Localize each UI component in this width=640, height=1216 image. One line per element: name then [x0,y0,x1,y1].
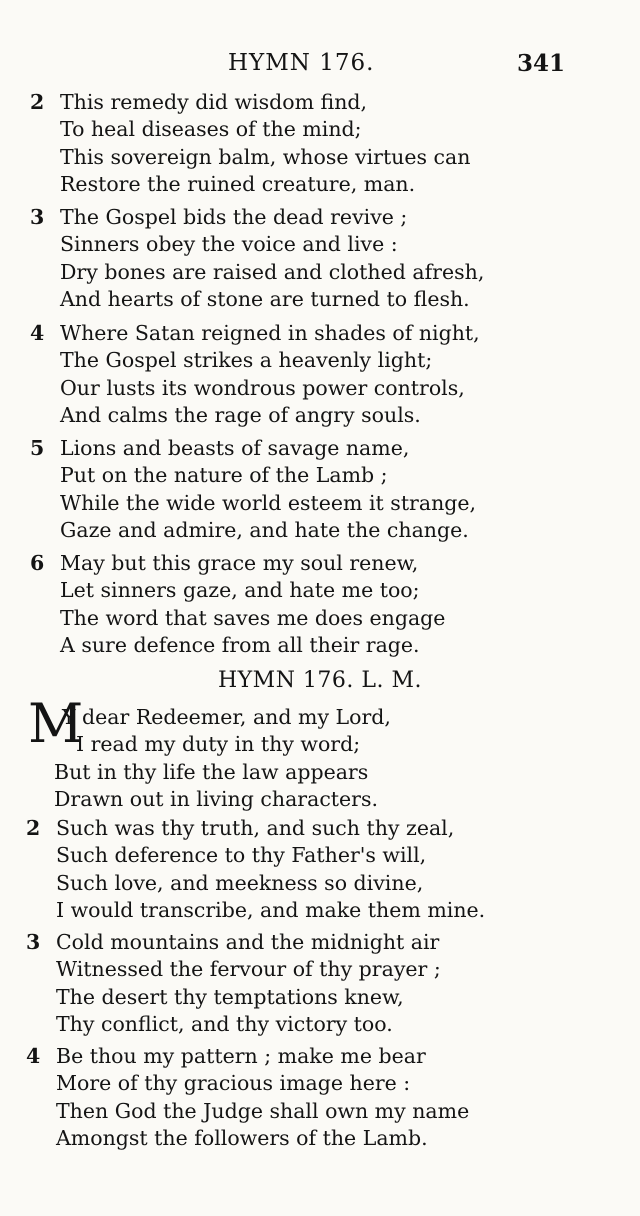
verse-line: Restore the ruined creature, man. [60,171,416,196]
hymn-a-verse-2 [30,89,630,198]
hymn-b-verse-1 [56,704,616,813]
verse-number: 3 [26,930,41,954]
verse-number: 4 [30,321,45,345]
hymn-a-verse-3 [30,204,630,313]
drop-cap: M [28,692,84,755]
verse-line: This remedy did wisdom find, [60,90,368,114]
verse-line: Y dear Redeemer, and my Lord, [62,705,391,729]
verse-line: But in thy life the law appears [54,759,369,784]
verse-number: 5 [30,436,45,460]
verse-line: Amongst the followers of the Lamb. [56,1125,428,1150]
verse-line: Drawn out in living characters. [54,786,379,811]
verse-line: The desert thy temptations knew, [56,984,404,1009]
verse-number: 2 [26,816,41,840]
verse-line: I read my duty in thy word; [76,732,361,757]
verse-line: Lions and beasts of savage name, [60,436,410,460]
verse-line: Gaze and admire, and hate the change. [60,517,469,542]
verse-number: 2 [30,90,45,114]
verse-line: May but this grace my soul renew, [60,551,419,575]
page-number: 341 [517,50,566,77]
verse-line: Our lusts its wondrous power controls, [60,375,465,400]
verse-line: And calms the rage of angry souls. [60,402,421,427]
verse-line: The Gospel bids the dead revive ; [60,205,408,229]
verse-line: To heal diseases of the mind; [60,117,362,142]
verse-line: This sovereign balm, whose virtues can [60,144,471,169]
verse-number: 4 [26,1044,41,1068]
verse-line: Witnessed the fervour of thy prayer ; [56,957,441,982]
hymn-a-verse-4 [30,320,630,429]
verse-line: While the wide world esteem it strange, [60,490,477,515]
running-title: HYMN 176. [228,50,375,76]
verse-number: 3 [30,205,45,229]
hymn-b-verse-4 [26,1043,626,1152]
verse-line: Put on the nature of the Lamb ; [60,463,388,488]
verse-line: Where Satan reigned in shades of night, [60,321,480,345]
hymn-heading: HYMN 176. L. M. [217,668,423,693]
verse-line: Such was thy truth, and such thy zeal, [56,816,455,840]
verse-line: Such deference to thy Father's will, [56,843,427,868]
verse-line: Be thou my pattern ; make me bear [56,1044,426,1068]
verse-line: Let sinners gaze, and hate me too; [60,578,420,603]
hymn-b-verse-3 [26,929,626,1038]
hymn-a-verse-5 [30,435,630,544]
verse-line: Dry bones are raised and clothed afresh, [60,259,485,284]
verse-line: A sure defence from all their rage. [60,632,420,657]
verse-line: The Gospel strikes a heavenly light; [60,348,433,373]
verse-line: More of thy gracious image here : [56,1071,411,1096]
verse-number: 6 [30,551,45,575]
verse-line: I would transcribe, and make them mine. [56,897,486,922]
running-header [0,50,640,84]
verse-line: Such love, and meekness so divine, [56,870,424,895]
verse-line: Sinners obey the voice and live : [60,232,398,257]
verse-line: Thy conflict, and thy victory too. [56,1011,393,1036]
hymn-a-verse-6 [30,550,630,659]
hymn-b-verse-2 [26,815,626,924]
verse-line: And hearts of stone are turned to flesh. [60,286,470,311]
verse-line: The word that saves me does engage [60,605,446,630]
verse-line: Cold mountains and the midnight air [56,930,440,954]
verse-line: Then God the Judge shall own my name [56,1098,470,1123]
